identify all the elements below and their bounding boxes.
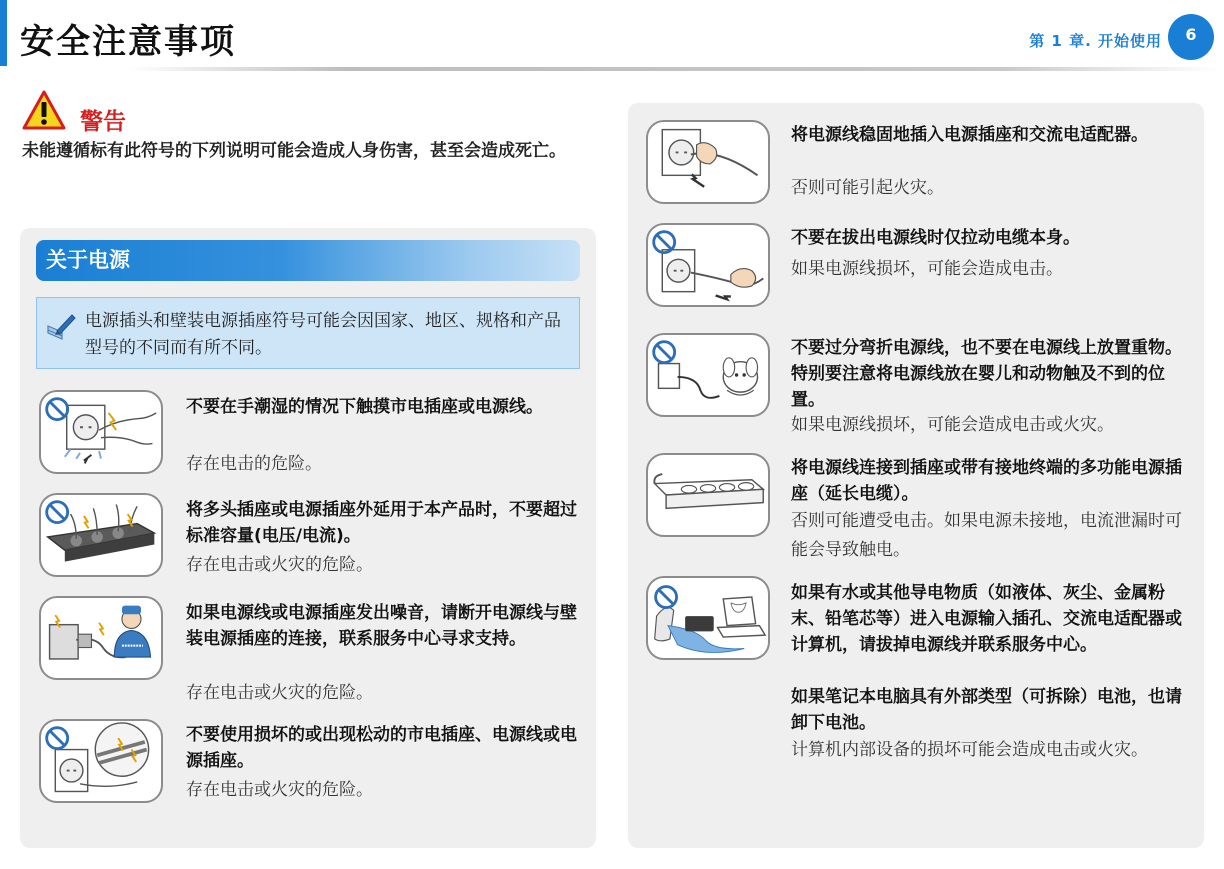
header-divider (128, 67, 1218, 71)
item-desc: 否则可能遭受电击。如果电源未接地，电流泄漏时可能会导致触电。 (791, 511, 1182, 560)
noisy-outlet-illustration (39, 596, 163, 680)
page-number-badge: 6 (1168, 14, 1214, 60)
prohibited-icon (47, 502, 68, 523)
damaged-cord-illustration (39, 719, 163, 803)
warning-triangle-icon (22, 90, 66, 130)
item-title: 不要在手潮湿的情况下触摸市电插座或电源线。 (186, 397, 543, 417)
item-desc: 存在电击或火灾的危险。 (186, 555, 373, 575)
wet-hands-illustration (39, 390, 163, 474)
chapter-label: 第 1 章. 开始使用 (1029, 32, 1162, 50)
liquid-spill-illustration (646, 576, 770, 660)
prohibited-icon (654, 342, 675, 363)
item-title: 如果有水或其他导电物质（如液体、灰尘、金属粉末、铅笔芯等）进入电源输入插孔、交流电适配器或计算机，请拔掉电源线并联系服务中心。 (791, 583, 1182, 655)
item-desc: 存在电击或火灾的危险。 (186, 683, 373, 703)
item-title: 将电源线连接到插座或带有接地终端的多功能电源插座（延长电缆）。 (791, 458, 1182, 504)
item-desc: 存在电击的危险。 (186, 454, 322, 474)
section-header: 关于电源 (36, 240, 580, 281)
plug-insert-illustration (646, 120, 770, 204)
item-title: 不要过分弯折电源线，也不要在电源线上放置重物。特别要注意将电源线放在婴儿和动物触及不到的位置。 (791, 338, 1182, 410)
item-desc: 计算机内部设备的损坏可能会造成电击或火灾。 (791, 740, 1148, 760)
item-title: 将多头插座或电源插座外延用于本产品时，不要超过标准容量(电压/电流)。 (186, 500, 577, 546)
item-title: 如果电源线或电源插座发出噪音，请断开电源线与壁装电源插座的连接，联系服务中心寻求支持。 (186, 603, 577, 649)
item-title: 如果笔记本电脑具有外部类型（可拆除）电池，也请卸下电池。 (791, 687, 1182, 733)
grounded-strip-illustration (646, 453, 770, 537)
item-title: 不要在拔出电源线时仅拉动电缆本身。 (791, 228, 1080, 248)
note-pencil-icon (45, 312, 77, 342)
note-text: 电源插头和壁装电源插座符号可能会因国家、地区、规格和产品型号的不同而有所不同。 (85, 311, 561, 358)
power-strip-overload-illustration (39, 493, 163, 577)
item-title: 不要使用损坏的或出现松动的市电插座、电源线或电源插座。 (186, 725, 577, 771)
prohibited-icon (656, 587, 677, 608)
page-title: 安全注意事项 (20, 22, 236, 62)
item-desc: 如果电源线损坏，可能会造成电击。 (791, 259, 1063, 279)
item-desc: 如果电源线损坏，可能会造成电击或火灾。 (791, 415, 1114, 435)
warning-title: 警告 (80, 109, 126, 135)
item-desc: 存在电击或火灾的危险。 (186, 780, 373, 800)
item-title: 将电源线稳固地插入电源插座和交流电适配器。 (791, 125, 1148, 145)
warning-text: 未能遵循标有此符号的下列说明可能会造成人身伤害，甚至会造成死亡。 (22, 141, 566, 161)
header-accent-bar (0, 0, 7, 66)
pull-cable-illustration (646, 223, 770, 307)
item-desc: 否则可能引起火灾。 (791, 178, 944, 198)
prohibited-icon (47, 728, 68, 749)
note-box (36, 297, 580, 369)
prohibited-icon (47, 399, 68, 420)
bent-cord-pet-illustration (646, 333, 770, 417)
